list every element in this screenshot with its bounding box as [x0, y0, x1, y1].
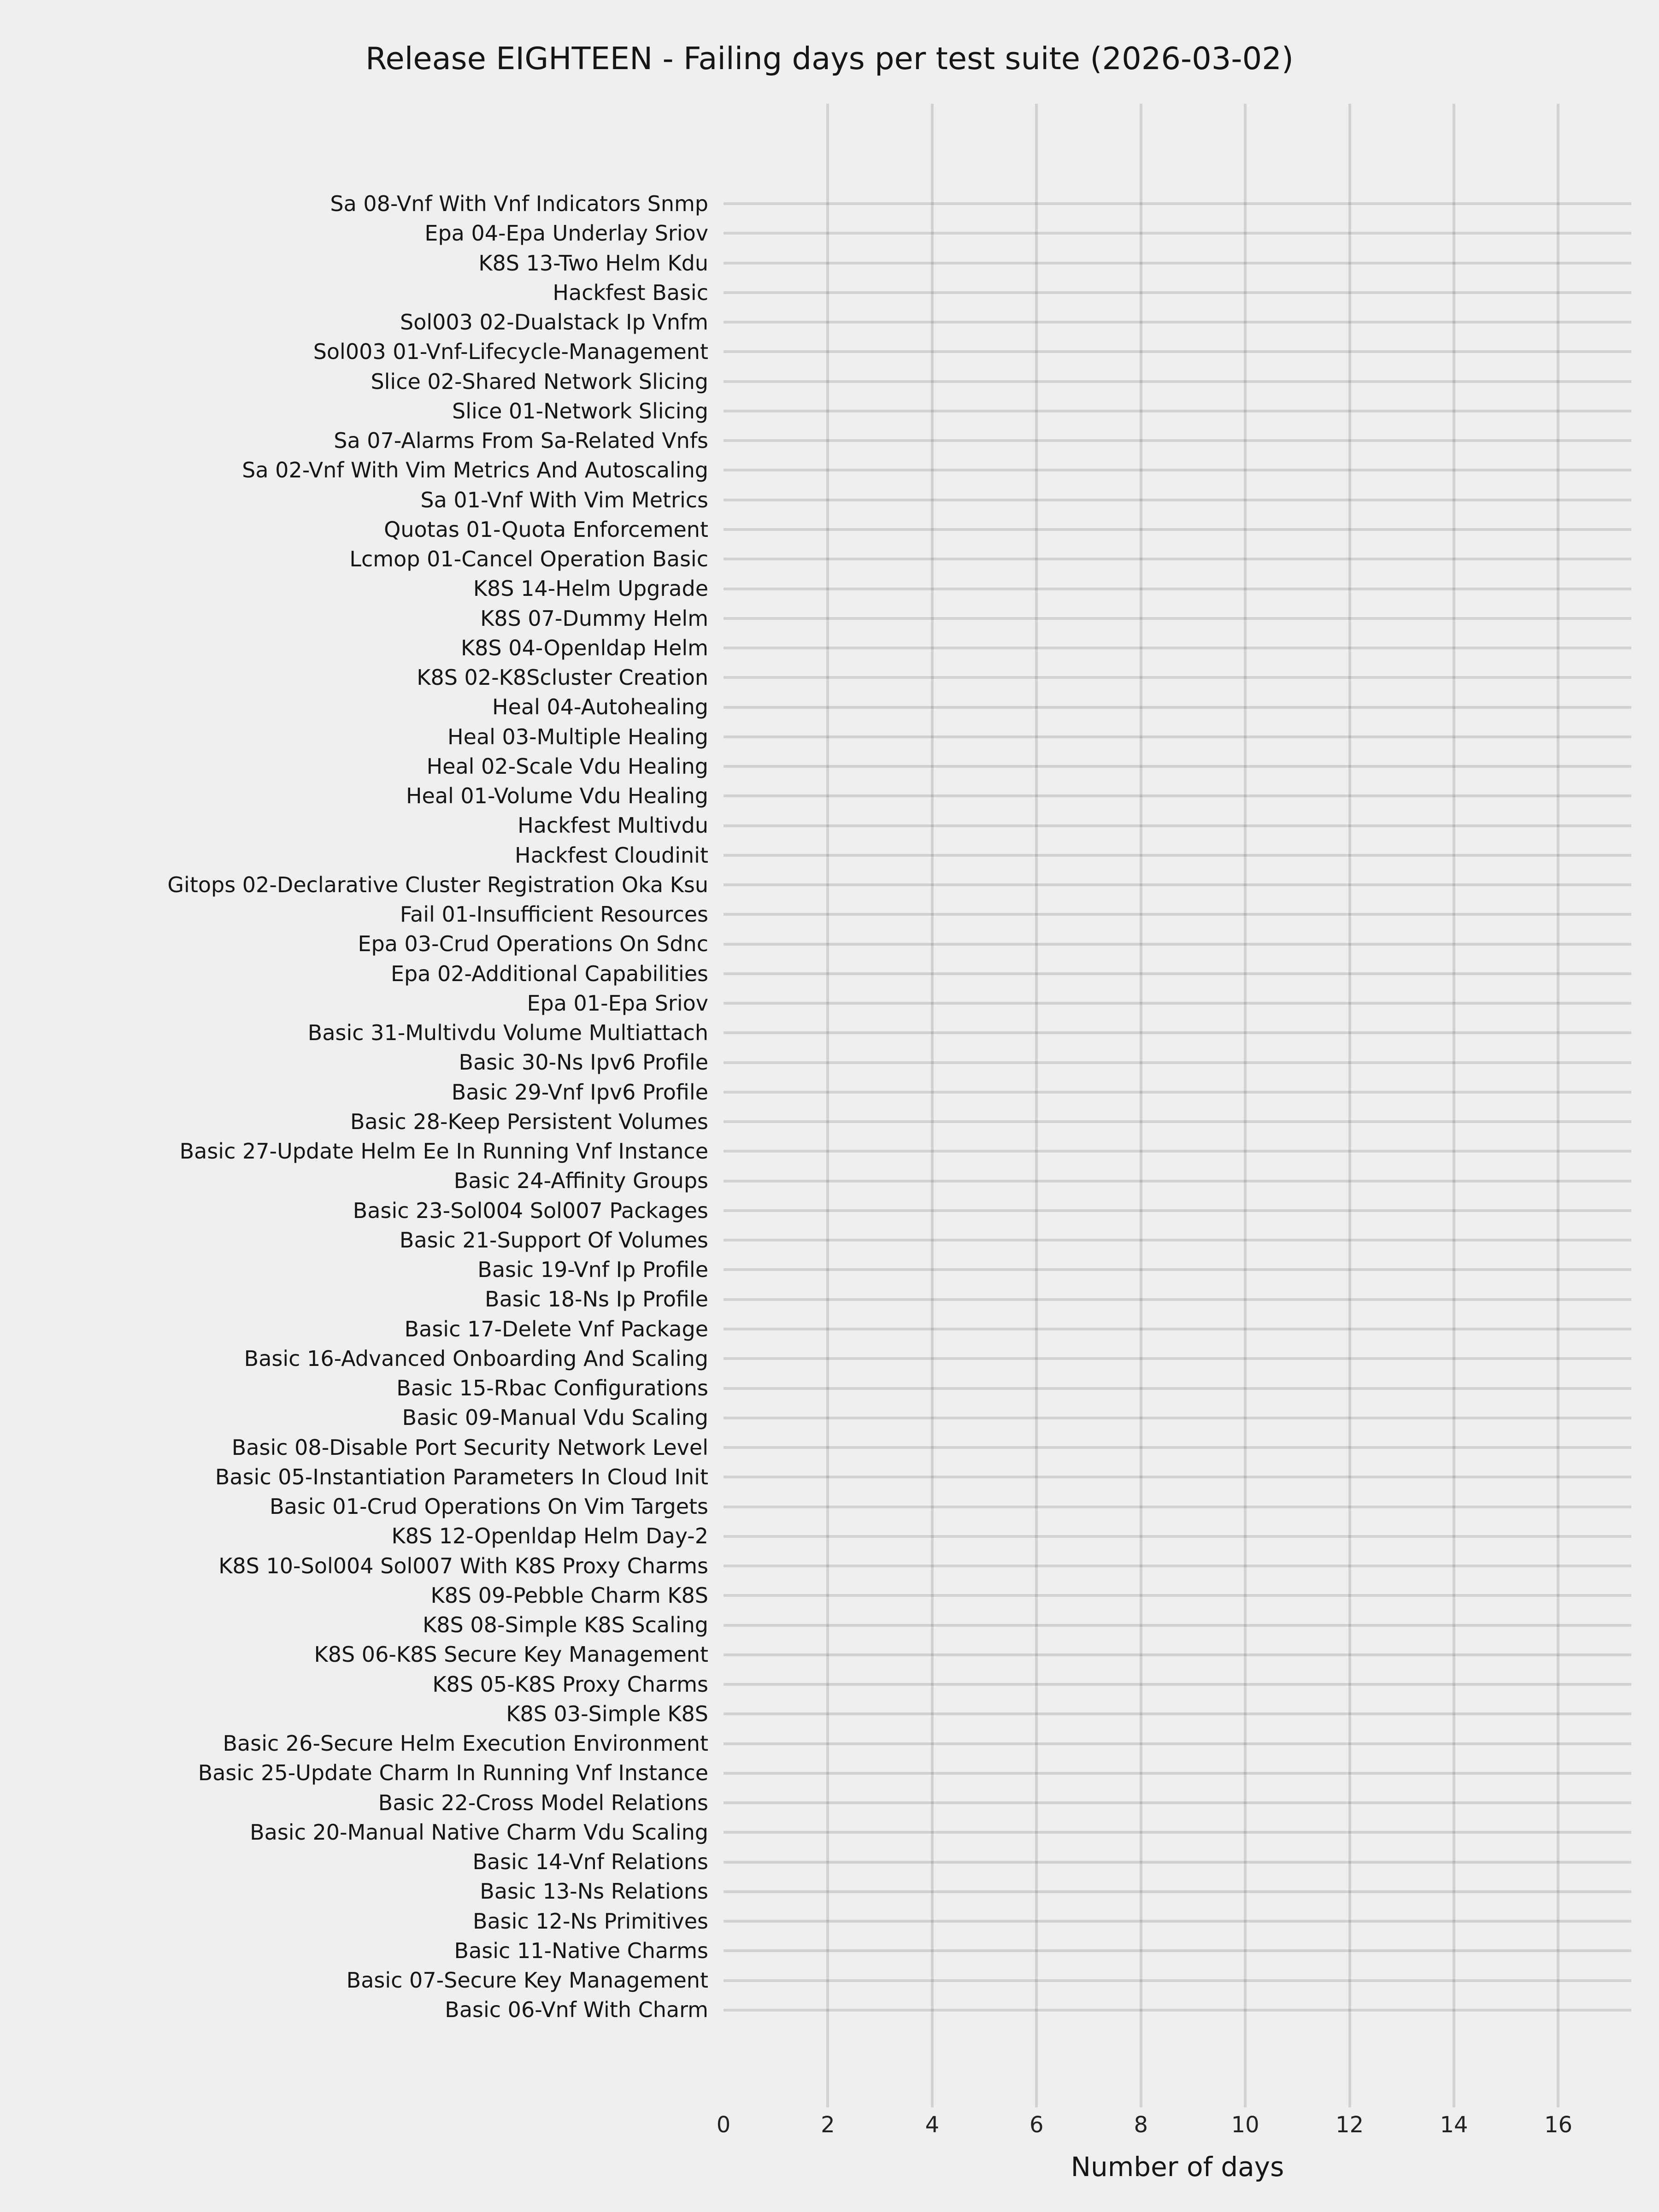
- x-tick-label: 8: [1134, 2112, 1148, 2138]
- category-label: Basic 07-Secure Key Management: [346, 1968, 708, 1993]
- bar-row: [0, 1314, 1631, 1344]
- x-tick-label: 4: [925, 2112, 940, 2138]
- bar-row: [0, 1136, 1631, 1166]
- category-label: Basic 19-Vnf Ip Profile: [477, 1257, 708, 1282]
- bar-row: [0, 426, 1631, 455]
- bar-row: [0, 1284, 1631, 1314]
- bar-row: [0, 1018, 1631, 1047]
- bar-row: [0, 663, 1631, 692]
- category-label: Slice 02-Shared Network Slicing: [371, 369, 708, 394]
- category-label: Basic 27-Update Helm Ee In Running Vnf Instance: [179, 1139, 708, 1164]
- category-label: Basic 31-Multivdu Volume Multiattach: [307, 1020, 708, 1045]
- bar-row: [0, 929, 1631, 959]
- category-label: K8S 05-K8S Proxy Charms: [432, 1671, 708, 1697]
- category-label: Basic 17-Delete Vnf Package: [404, 1316, 708, 1341]
- x-tick-label: 0: [716, 2112, 731, 2138]
- bar-row: [0, 544, 1631, 574]
- bar-row: [0, 1818, 1631, 1847]
- x-tick-label: 10: [1231, 2112, 1259, 2138]
- category-label: Basic 18-Ns Ip Profile: [485, 1287, 708, 1312]
- bar-row: [0, 781, 1631, 811]
- category-label: Basic 11-Native Charms: [454, 1938, 708, 1963]
- bar-row: [0, 959, 1631, 988]
- category-label: Sol003 01-Vnf-Lifecycle-Management: [313, 339, 708, 365]
- bar-row: [0, 1373, 1631, 1403]
- category-label: Lcmop 01-Cancel Operation Basic: [349, 547, 708, 571]
- category-label: Sa 01-Vnf With Vim Metrics: [420, 487, 708, 512]
- bar-row: [0, 1225, 1631, 1255]
- bar-row: [0, 1551, 1631, 1581]
- category-label: K8S 02-K8Scluster Creation: [417, 665, 708, 690]
- bar-row: [0, 1344, 1631, 1373]
- category-label: Basic 05-Instantiation Parameters In Cloud Init: [215, 1464, 708, 1489]
- category-label: K8S 12-Openldap Helm Day-2: [391, 1524, 708, 1549]
- bar-row: [0, 692, 1631, 722]
- bar-row: [0, 1965, 1631, 1995]
- bar-row: [0, 1699, 1631, 1729]
- category-label: Slice 01-Network Slicing: [452, 398, 708, 424]
- category-label: Basic 15-Rbac Configurations: [396, 1376, 708, 1400]
- category-label: Basic 30-Ns Ipv6 Profile: [459, 1050, 708, 1075]
- category-label: Basic 28-Keep Persistent Volumes: [350, 1109, 708, 1134]
- category-label: Epa 01-Epa Sriov: [527, 990, 708, 1016]
- bar-row: [0, 1936, 1631, 1965]
- category-label: Quotas 01-Quota Enforcement: [384, 517, 708, 542]
- bar-row: [0, 1077, 1631, 1107]
- category-label: Basic 09-Manual Vdu Scaling: [402, 1405, 708, 1430]
- category-label: Basic 22-Cross Model Relations: [378, 1790, 708, 1815]
- category-label: Sa 08-Vnf With Vnf Indicators Snmp: [330, 191, 708, 216]
- bar-row: [0, 515, 1631, 544]
- bar-row: [0, 1995, 1631, 2024]
- bar-row: [0, 455, 1631, 485]
- category-label: Basic 08-Disable Port Security Network Level: [231, 1435, 708, 1460]
- bar-row: [0, 752, 1631, 781]
- category-label: Basic 12-Ns Primitives: [472, 1908, 708, 1934]
- bar-row: [0, 248, 1631, 278]
- category-label: Basic 25-Update Charm In Running Vnf Instance: [198, 1760, 708, 1786]
- bar-row: [0, 841, 1631, 870]
- category-label: Basic 26-Secure Helm Execution Environment: [223, 1731, 708, 1756]
- bar-row: [0, 722, 1631, 752]
- x-axis-label: Number of days: [1071, 2151, 1284, 2183]
- category-label: K8S 04-Openldap Helm: [461, 635, 708, 660]
- x-tick-label: 2: [821, 2112, 835, 2138]
- category-label: Heal 03-Multiple Healing: [447, 724, 708, 749]
- category-label: K8S 03-Simple K8S: [506, 1701, 708, 1726]
- bar-row: [0, 337, 1631, 366]
- category-label: Basic 14-Vnf Relations: [472, 1849, 708, 1874]
- bar-row: [0, 1255, 1631, 1284]
- category-label: K8S 07-Dummy Helm: [480, 606, 708, 631]
- bar-row: [0, 1492, 1631, 1521]
- category-label: Sol003 02-Dualstack Ip Vnfm: [400, 310, 708, 335]
- chart-title: Release EIGHTEEN - Failing days per test suite (2026-03-02): [365, 41, 1294, 76]
- category-label: Basic 13-Ns Relations: [480, 1879, 708, 1904]
- bar-row: [0, 1521, 1631, 1551]
- category-label: K8S 06-K8S Secure Key Management: [314, 1642, 708, 1667]
- category-label: Basic 20-Manual Native Charm Vdu Scaling: [250, 1819, 708, 1845]
- bar-row: [0, 1581, 1631, 1610]
- bar-row: [0, 604, 1631, 633]
- bar-row: [0, 633, 1631, 663]
- x-tick-label: 12: [1335, 2112, 1364, 2138]
- bar-row: [0, 1166, 1631, 1195]
- category-label: Basic 16-Advanced Onboarding And Scaling: [244, 1346, 708, 1371]
- category-label: Basic 21-Support Of Volumes: [399, 1227, 708, 1253]
- bar-row: [0, 1788, 1631, 1818]
- category-label: Basic 23-Sol004 Sol007 Packages: [353, 1198, 708, 1223]
- category-label: Heal 01-Volume Vdu Healing: [406, 783, 708, 808]
- bar-row: [0, 1877, 1631, 1906]
- bar-rows: [0, 189, 1631, 2025]
- bar-row: [0, 1462, 1631, 1492]
- bar-row: [0, 870, 1631, 900]
- category-label: Epa 03-Crud Operations On Sdnc: [358, 931, 708, 957]
- category-label: Sa 07-Alarms From Sa-Related Vnfs: [334, 428, 708, 453]
- x-tick-label: 6: [1030, 2112, 1044, 2138]
- category-label: K8S 14-Helm Upgrade: [473, 576, 708, 601]
- category-label: Heal 02-Scale Vdu Healing: [426, 753, 708, 779]
- bar-row: [0, 1640, 1631, 1669]
- bar-row: [0, 900, 1631, 929]
- category-label: Sa 02-Vnf With Vim Metrics And Autoscaling: [242, 458, 708, 483]
- bar-row: [0, 1107, 1631, 1136]
- bar-row: [0, 189, 1631, 218]
- bar-row: [0, 367, 1631, 396]
- category-label: K8S 08-Simple K8S Scaling: [423, 1612, 708, 1637]
- category-label: Epa 04-Epa Underlay Sriov: [424, 221, 708, 246]
- bar-row: [0, 1403, 1631, 1432]
- bar-row: [0, 278, 1631, 307]
- bar-row: [0, 1433, 1631, 1462]
- category-label: Fail 01-Insufficient Resources: [400, 902, 708, 927]
- bar-row: [0, 811, 1631, 840]
- category-label: Basic 24-Affinity Groups: [453, 1168, 708, 1194]
- bar-row: [0, 1196, 1631, 1225]
- bar-row: [0, 307, 1631, 337]
- category-label: Basic 29-Vnf Ipv6 Profile: [451, 1079, 708, 1105]
- category-label: Basic 06-Vnf With Charm: [445, 1997, 708, 2023]
- bar-row: [0, 1906, 1631, 1936]
- category-label: Epa 02-Additional Capabilities: [390, 961, 708, 986]
- category-label: Gitops 02-Declarative Cluster Registration Oka Ksu: [167, 872, 708, 897]
- x-tick-label: 14: [1440, 2112, 1468, 2138]
- bar-row: [0, 1670, 1631, 1699]
- bar-row: [0, 1610, 1631, 1640]
- bar-row: [0, 988, 1631, 1018]
- category-label: Hackfest Multivdu: [518, 813, 708, 838]
- category-label: Basic 01-Crud Operations On Vim Targets: [270, 1494, 708, 1519]
- category-label: K8S 09-Pebble Charm K8S: [430, 1583, 708, 1608]
- category-label: K8S 13-Two Helm Kdu: [478, 250, 708, 276]
- bar-row: [0, 1758, 1631, 1788]
- bar-row: [0, 1847, 1631, 1877]
- x-tick-label: 16: [1544, 2112, 1573, 2138]
- category-label: Heal 04-Autohealing: [492, 694, 708, 720]
- bar-row: [0, 574, 1631, 603]
- bar-row: [0, 1047, 1631, 1077]
- category-label: Hackfest Cloudinit: [515, 842, 708, 868]
- category-label: K8S 10-Sol004 Sol007 With K8S Proxy Charms: [218, 1553, 708, 1578]
- bar-row: [0, 485, 1631, 515]
- category-label: Hackfest Basic: [553, 280, 708, 305]
- bar-row: [0, 218, 1631, 248]
- bar-row: [0, 1729, 1631, 1758]
- bar-row: [0, 396, 1631, 426]
